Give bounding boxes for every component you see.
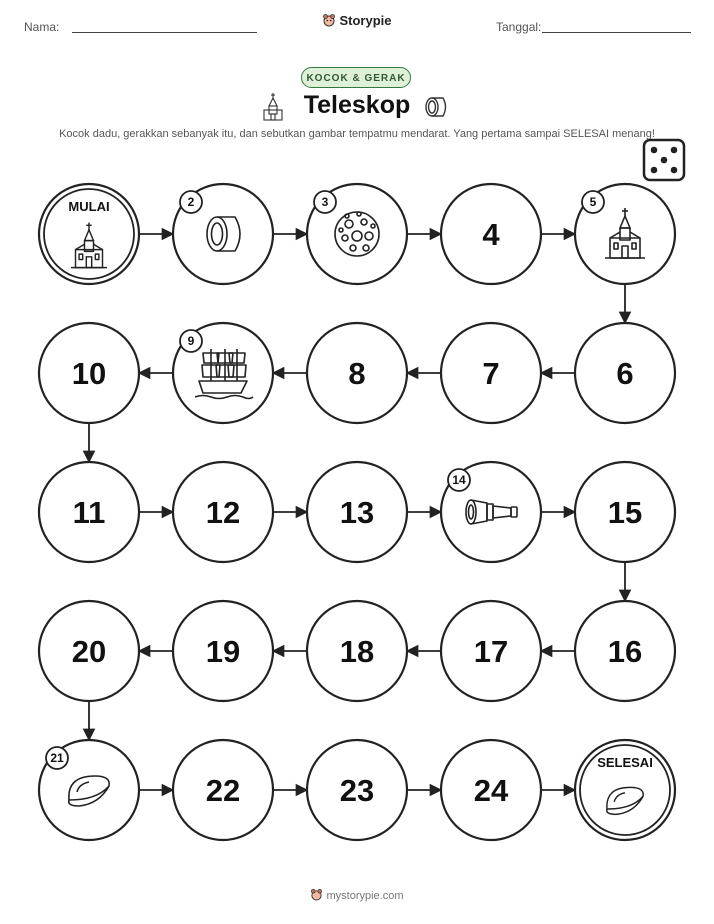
board-cell[interactable] xyxy=(39,462,139,562)
board-cell[interactable] xyxy=(575,323,675,423)
cell-number-badge xyxy=(582,191,604,213)
board-cell[interactable] xyxy=(173,740,273,840)
board-cell[interactable] xyxy=(173,323,273,423)
board-cell[interactable] xyxy=(173,462,273,562)
cell-number: 23 xyxy=(339,773,375,808)
cell-number: 24 xyxy=(473,773,509,808)
board-cell[interactable] xyxy=(441,184,541,284)
cell-number: 19 xyxy=(205,634,241,669)
board-cell[interactable] xyxy=(575,601,675,701)
date-label: Tanggal: xyxy=(496,20,542,34)
board-cell[interactable] xyxy=(307,323,407,423)
board-cell[interactable] xyxy=(307,740,407,840)
cell-number: 20 xyxy=(71,634,107,669)
svg-text:14: 14 xyxy=(452,473,466,487)
board-cell[interactable] xyxy=(39,740,139,840)
cell-number: 10 xyxy=(71,356,107,391)
cell-number: 17 xyxy=(473,634,509,669)
footer xyxy=(0,888,714,904)
cell-number: 8 xyxy=(348,356,366,391)
dice-icon[interactable] xyxy=(644,140,684,180)
svg-text:5: 5 xyxy=(589,195,597,209)
board-cell[interactable] xyxy=(39,184,139,284)
cell-number: 4 xyxy=(482,217,500,252)
board-cell[interactable] xyxy=(39,323,139,423)
svg-text:2: 2 xyxy=(187,195,195,209)
category-badge: KOCOK & GERAK xyxy=(301,67,411,88)
board-cell[interactable] xyxy=(307,601,407,701)
svg-text:9: 9 xyxy=(187,334,195,348)
cell-number-badge xyxy=(180,330,202,352)
board-cell[interactable] xyxy=(575,462,675,562)
name-label: Nama: xyxy=(24,20,60,34)
start-label: MULAI xyxy=(68,199,110,214)
board-cell[interactable] xyxy=(441,601,541,701)
board-cell[interactable] xyxy=(307,462,407,562)
board-cell[interactable] xyxy=(39,601,139,701)
page-title: Teleskop xyxy=(303,91,411,119)
cell-number: 22 xyxy=(205,773,241,808)
instructions: Kocok dadu, gerakkan sebanyak itu, dan sebutkan gambar tempatmu mendarat. Yang pertama sampai SELESAI menang! xyxy=(59,128,655,140)
cell-number: 16 xyxy=(607,634,643,669)
board-cell[interactable] xyxy=(441,462,541,562)
brand-name: Storypie xyxy=(339,13,392,28)
cell-number: 6 xyxy=(616,356,634,391)
cell-number: 13 xyxy=(339,495,375,530)
board-cells xyxy=(39,184,675,840)
cell-number-badge xyxy=(180,191,202,213)
svg-text:3: 3 xyxy=(321,195,329,209)
cell-number: 15 xyxy=(607,495,643,530)
board-cell[interactable] xyxy=(307,184,407,284)
finish-label: SELESAI xyxy=(597,755,653,770)
svg-text:21: 21 xyxy=(50,751,64,765)
board-cell[interactable] xyxy=(173,601,273,701)
board-cell[interactable] xyxy=(575,740,675,840)
cell-number-badge xyxy=(314,191,336,213)
cell-number-badge xyxy=(448,469,470,491)
board-cell[interactable] xyxy=(441,323,541,423)
board-cell[interactable] xyxy=(173,184,273,284)
board-cell[interactable] xyxy=(441,740,541,840)
storypie-logo-icon xyxy=(310,888,323,904)
board-cell[interactable] xyxy=(575,184,675,284)
footer-url[interactable]: mystorypie.com xyxy=(326,889,404,902)
cell-number: 7 xyxy=(482,356,500,391)
cell-number-badge xyxy=(46,747,68,769)
cell-number: 18 xyxy=(339,634,375,669)
cell-number: 11 xyxy=(72,495,106,530)
cell-number: 12 xyxy=(205,495,241,530)
